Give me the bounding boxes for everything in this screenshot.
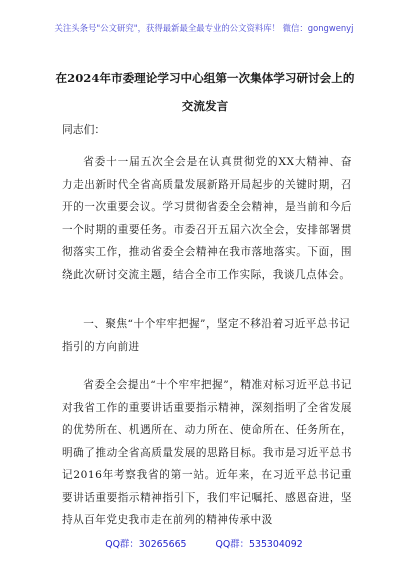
header-banner: 关注头条号"公文研究"，获得最新最全最专业的公文资料库！ 微信：gongwenyj — [54, 23, 354, 33]
footer-qq-group-1: QQ群：30265665 — [105, 539, 187, 550]
section-heading-1: 一、聚焦“十个牢牢把握”，坚定不移沿着习近平总书记指引的方向前进 — [62, 318, 351, 353]
paragraph-1: 省委十一届五次全会是在认真贯彻党的XX大精神、奋力走出新时代全省高质量发展新路开局起步的关键时期，召开的一次重要会议。学习贯彻省委全会精神，是当前和今后一个时期的重要任务。市委召开五届六次全会，安排部署贯彻落实工作，推动省委全会精神在我市落地落实。下面，围绕此次研讨交流主题，结合全市工作实际，我谈几点体会。 — [62, 156, 352, 281]
salutation: 同志们： — [62, 123, 106, 136]
footer-qq-groups — [0, 536, 408, 550]
document-title — [40, 64, 370, 120]
paragraph-2: 省委全会提出“十个牢牢把握”，精准对标习近平总书记对我省工作的重要讲话重要指示精神，深刻指明了全省发展的优势所在、机遇所在、动力所在、使命所在、任务所在，明确了推动全省高质量发展的思路目标。我市是习近平总书记2016年考察我省的第一站。近年来，在习近平总书记重要讲话重要指示精神指引下，我们牢记嘱托、感恩奋进，坚持从百年党史我市走在前列的精神传承中汲 — [62, 379, 352, 526]
title-line-2: 交流发言 — [181, 99, 229, 113]
footer-qq-group-2: QQ群：535304092 — [215, 539, 303, 550]
title-line-1: 在2024年市委理论学习中心组第一次集体学习研讨会上的 — [55, 71, 355, 85]
